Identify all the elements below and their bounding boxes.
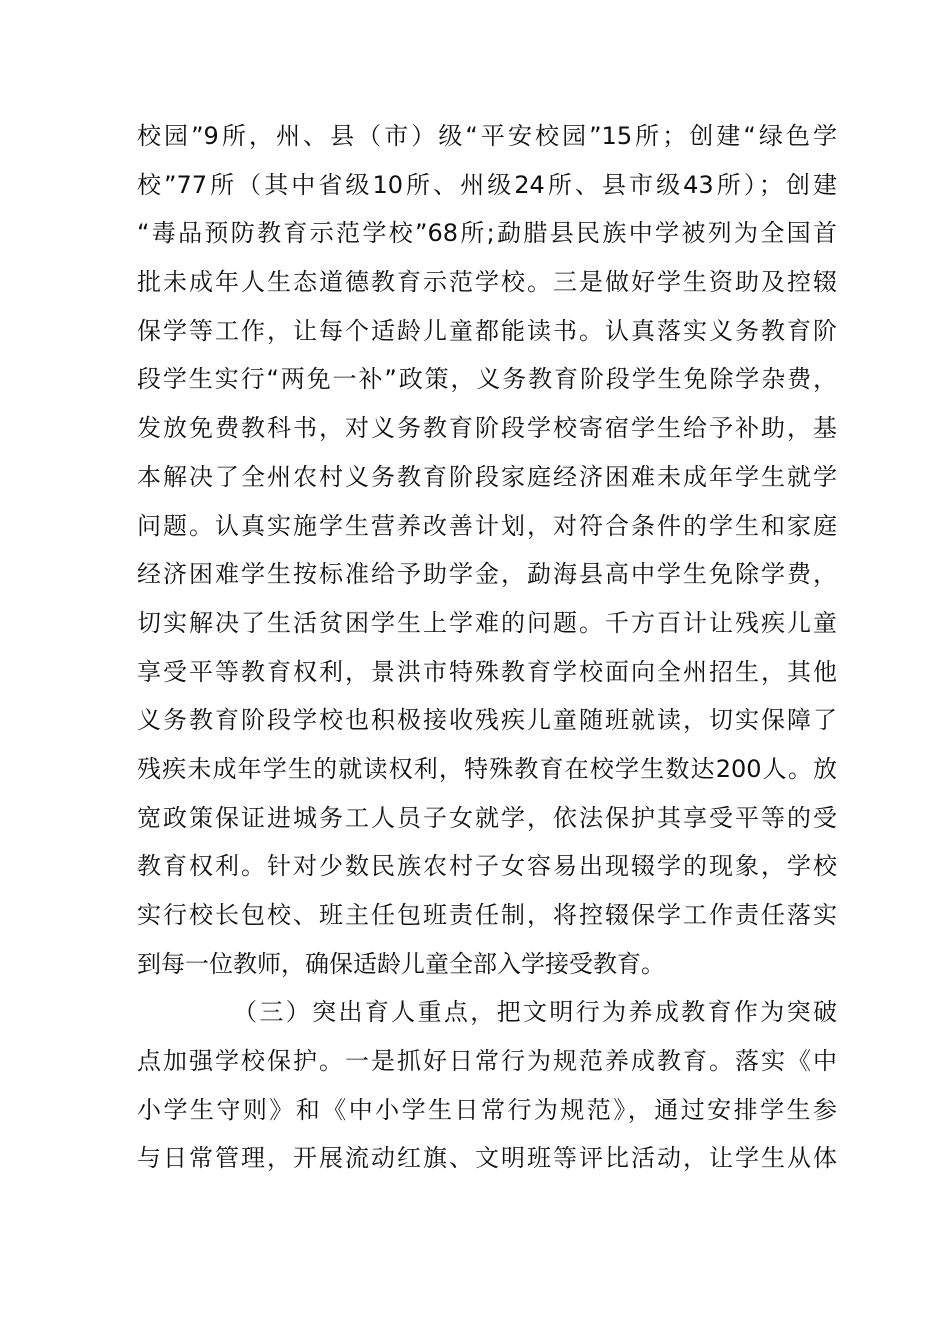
text-line: 与日常管理，开展流动红旗、文明班等评比活动，让学生从体 <box>137 1144 837 1173</box>
section-heading-line: （三）突出育人重点，把文明行为养成教育作为突破 <box>233 998 837 1027</box>
text-line: 宽政策保证进城务工人员子女就学，依法保护其享受平等的受 <box>137 803 837 832</box>
text-line: 点加强学校保护。一是抓好日常行为规范养成教育。落实《中 <box>137 1047 837 1076</box>
text-line: 到每一位教师，确保适龄儿童全部入学接受教育。 <box>137 949 665 978</box>
text-line: 段学生实行“两免一补”政策，义务教育阶段学生免除学杂费， <box>137 365 837 394</box>
text-line: 经济困难学生按标准给予助学金，勐海县高中学生免除学费， <box>137 560 837 589</box>
text-line: 校园”9所，州、县（市）级“平安校园”15所；创建“绿色学 <box>137 122 837 150</box>
text-line: 发放免费教科书，对义务教育阶段学校寄宿学生给予补助，基 <box>137 414 837 443</box>
text-line: 校”77所（其中省级10所、州级24所、县市级43所）；创建 <box>137 170 837 199</box>
text-line: 实行校长包校、班主任包班责任制，将控辍保学工作责任落实 <box>137 901 837 929</box>
body-text <box>137 112 837 1183</box>
text-line: 问题。认真实施学生营养改善计划，对符合条件的学生和家庭 <box>137 511 837 540</box>
text-line: 本解决了全州农村义务教育阶段家庭经济困难未成年学生就学 <box>137 462 837 491</box>
text-line: 教育权利。针对少数民族农村子女容易出现辍学的现象，学校 <box>137 852 837 881</box>
text-line: 切实解决了生活贫困学生上学难的问题。千方百计让残疾儿童 <box>137 608 837 637</box>
text-line: 享受平等教育权利，景洪市特殊教育学校面向全州招生，其他 <box>137 657 837 686</box>
text-line: “毒品预防教育示范学校”68所;勐腊县民族中学被列为全国首 <box>137 219 837 248</box>
text-line: 保学等工作，让每个适龄儿童都能读书。认真落实义务教育阶 <box>137 316 837 345</box>
text-line: 小学生守则》和《中小学生日常行为规范》，通过安排学生参 <box>137 1095 837 1124</box>
text-line: 残疾未成年学生的就读权利，特殊教育在校学生数达200人。放 <box>137 754 837 783</box>
text-line: 义务教育阶段学校也积极接收残疾儿童随班就读，切实保障了 <box>137 706 837 735</box>
text-line: 批未成年人生态道德教育示范学校。三是做好学生资助及控辍 <box>137 268 837 297</box>
